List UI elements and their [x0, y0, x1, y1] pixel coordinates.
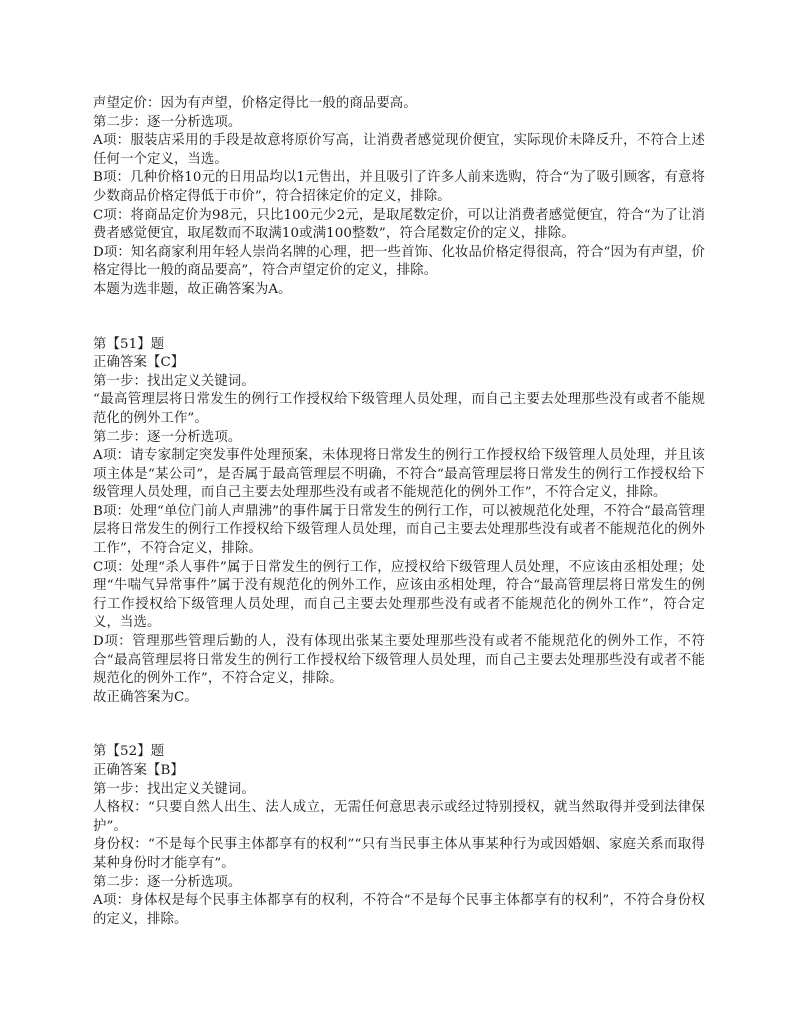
paragraph: 身份权：“不是每个民事主体都享有的权利”“只有当民事主体从事某种行为或因婚姻、家庭关系而取得某种身份时才能享有”。 [93, 837, 705, 871]
paragraph: 人格权：“只要自然人出生、法人成立，无需任何意思表示或经过特别授权，就当然取得并受到法律保护”。 [93, 800, 705, 834]
question-title: 第【52】题 [93, 744, 165, 760]
paragraph: B项：几种价格10元的日用品均以1元售出，并且吸引了许多人前来选购，符合“为了吸引顾客，有意将少数商品价格定得低于市价”，符合招徕定价的定义，排除。 [93, 170, 705, 204]
correct-answer: 正确答案【B】 [93, 763, 184, 778]
paragraph: C项：将商品定价为98元，只比100元少2元，是取尾数定价，可以让消费者感觉便宜，符合“为了让消费者感觉便宜，取尾数而不取满10或满100整数”，符合尾数定价的定义，排除。 [93, 207, 705, 242]
paragraph: 第一步：找出定义关键词。 [93, 781, 255, 797]
question-title: 第【51】题 [93, 336, 165, 352]
paragraph: A项：服装店采用的手段是故意将原价写高，让消费者感觉现价便宜，实际现价未降反升，不符合上述任何一个定义，当选。 [93, 133, 705, 167]
paragraph: 第二步：逐一分析选项。 [93, 114, 242, 130]
paragraph: 第一步：找出定义关键词。 [93, 373, 255, 389]
paragraph: A项：身体权是每个民事主体都享有的权利，不符合“不是每个民事主体都享有的权利”，不符合身份权的定义，排除。 [93, 893, 705, 927]
paragraph: D项：管理那些管理后勤的人，没有体现出张某主要处理那些没有或者不能规范化的例外工作，不符合“最高管理层将日常发生的例行工作授权给下级管理人员处理，而自己主要去处理那些没有或者不能规范化的例外工作”，不符合定义，排除。 [93, 634, 705, 687]
paragraph: 故正确答案为C。 [93, 689, 198, 705]
paragraph: 本题为选非题，故正确答案为A。 [93, 281, 292, 297]
section-gap [93, 707, 705, 743]
paragraph: A项：请专家制定突发事件处理预案，未体现将日常发生的例行工作授权给下级管理人员处理，并且该项主体是“某公司”，是否属于最高管理层不明确，不符合“最高管理层将日常发生的例行工作授权给下级管理人员处理，而自己主要去处理那些没有或者不能规范化的例外工作”，不符合定义，排除。 [93, 448, 705, 501]
correct-answer: 正确答案【C】 [93, 355, 185, 371]
paragraph: 声望定价：因为有声望，价格定得比一般的商品要高。 [93, 96, 417, 111]
paragraph: D项：知名商家利用年轻人崇尚名牌的心理，把一些首饰、化妆品价格定得很高，符合“因为有声望，价格定得比一般的商品要高”，符合声望定价的定义，排除。 [93, 244, 705, 279]
paragraph: 第二步：逐一分析选项。 [93, 874, 242, 890]
paragraph: 第二步：逐一分析选项。 [93, 429, 242, 445]
paragraph: B项：处理“单位门前人声鼎沸”的事件属于日常发生的例行工作，可以被规范化处理，不符合“最高管理层将日常发生的例行工作授权给下级管理人员处理，而自己主要去处理那些没有或者不能规范化的例外工作”，不符合定义，排除。 [93, 503, 705, 557]
paragraph: “最高管理层将日常发生的例行工作授权给下级管理人员处理，而自己主要去处理那些没有或者不能规范化的例外工作”。 [93, 392, 705, 426]
section-gap [93, 300, 705, 336]
paragraph: C项：处理“杀人事件”属于日常发生的例行工作，应授权给下级管理人员处理，不应该由丞相处理；处理“牛喘气异常事件”属于没有规范化的例外工作，应该由丞相处理，符合“最高管理层将日常发生的例行工作授权给下级管理人员处理，而自己主要去处理那些没有或者不能规范化的例外工作”，符合定义，当选。 [93, 559, 705, 631]
document-body [93, 95, 705, 929]
